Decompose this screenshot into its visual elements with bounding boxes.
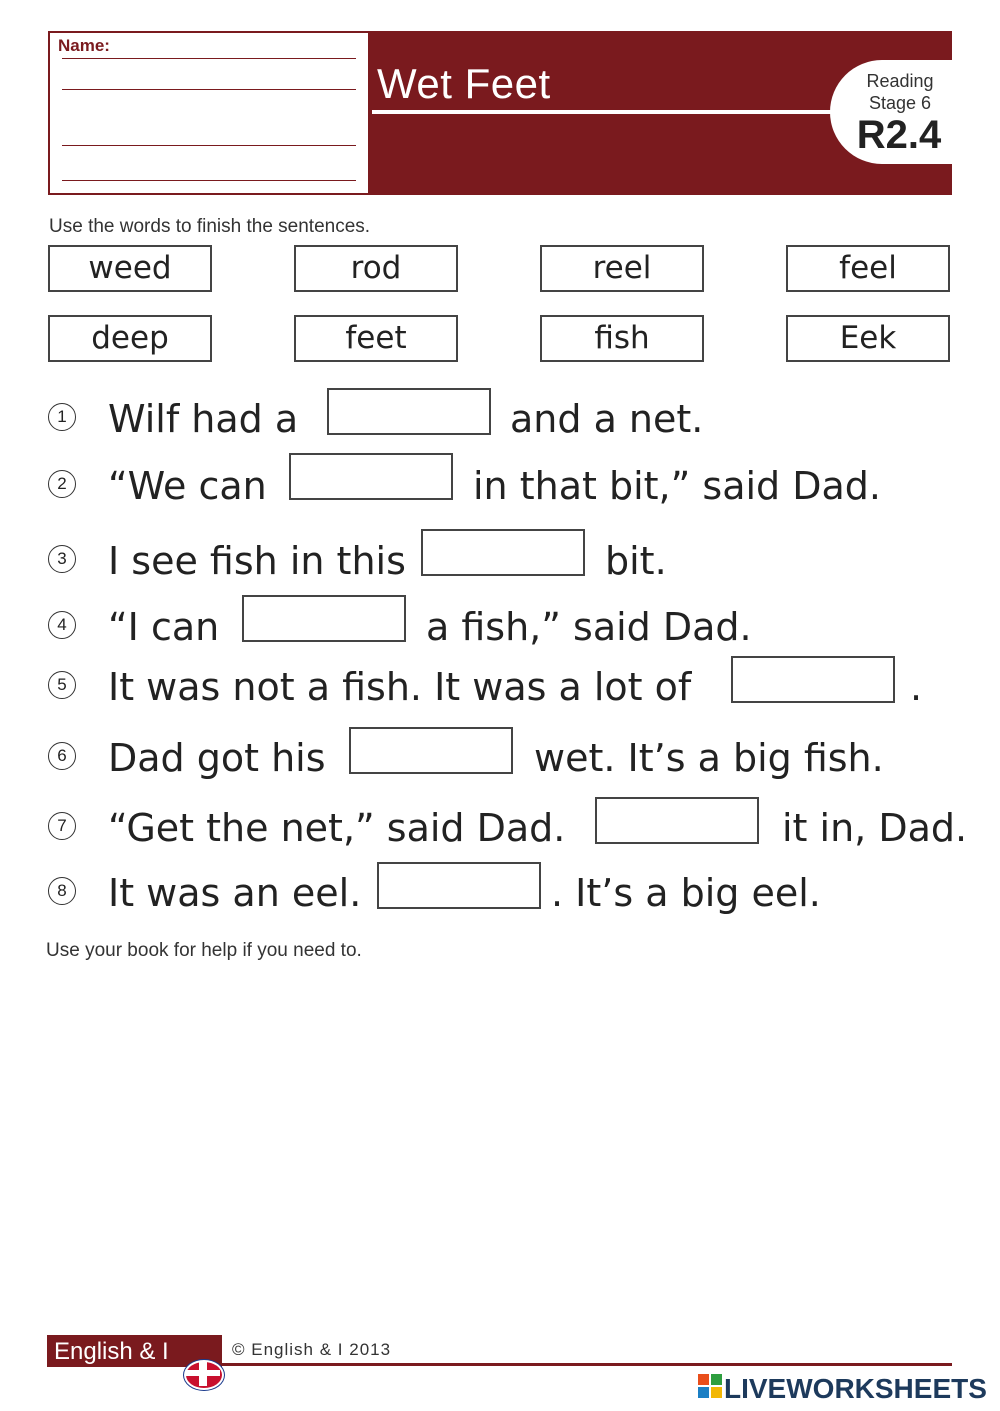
answer-blank[interactable] bbox=[731, 656, 895, 703]
sentence-text-before: “I can bbox=[108, 605, 220, 649]
sentence-number: 7 bbox=[48, 812, 76, 840]
sentence-text-before: Wilf had a bbox=[108, 397, 299, 441]
footer-rule bbox=[222, 1363, 952, 1366]
liveworksheets-logo-icon bbox=[698, 1374, 722, 1398]
sentence-text-before: It was not a fish. It was a lot of bbox=[108, 665, 692, 709]
sentence-number: 4 bbox=[48, 611, 76, 639]
sentence-text-after: and a net. bbox=[510, 397, 704, 441]
sentence-text-after: . bbox=[910, 665, 923, 709]
badge-stage: Stage 6 bbox=[868, 93, 932, 113]
name-line[interactable] bbox=[62, 89, 356, 90]
sentence-text-after: in that bit,” said Dad. bbox=[473, 464, 881, 508]
word-bank-item: feel bbox=[786, 245, 950, 292]
sentence-number: 1 bbox=[48, 403, 76, 431]
sentence-number: 5 bbox=[48, 671, 76, 699]
watermark: LIVEWORKSHEETS bbox=[724, 1373, 987, 1404]
badge-reading: Reading bbox=[866, 71, 934, 91]
sentence-text-after: a fish,” said Dad. bbox=[426, 605, 752, 649]
word-bank-item: deep bbox=[48, 315, 212, 362]
copyright: © English & I 2013 bbox=[232, 1340, 392, 1359]
name-label: Name: bbox=[58, 36, 110, 55]
answer-blank[interactable] bbox=[327, 388, 491, 435]
sentence-number: 6 bbox=[48, 742, 76, 770]
word-bank-item: feet bbox=[294, 315, 458, 362]
sentence-number: 3 bbox=[48, 545, 76, 573]
name-line bbox=[62, 180, 356, 181]
sentence-text-before: “Get the net,” said Dad. bbox=[108, 806, 566, 850]
word-bank-item: Eek bbox=[786, 315, 950, 362]
word-bank-item: fish bbox=[540, 315, 704, 362]
sentence-text-before: It was an eel. bbox=[108, 871, 362, 915]
badge-code: R2.4 bbox=[856, 113, 942, 157]
answer-blank[interactable] bbox=[242, 595, 406, 642]
word-bank-item: weed bbox=[48, 245, 212, 292]
sentence-text-after: bit. bbox=[605, 539, 667, 583]
sentence-text-before: Dad got his bbox=[108, 736, 326, 780]
sentence-number: 8 bbox=[48, 877, 76, 905]
footer-brand: English & I bbox=[54, 1338, 169, 1365]
sentence-text-after: wet. It’s a big fish. bbox=[534, 736, 884, 780]
word-bank-item: reel bbox=[540, 245, 704, 292]
name-line bbox=[62, 58, 356, 59]
answer-blank[interactable] bbox=[289, 453, 453, 500]
sentence-text-after: it in, Dad. bbox=[782, 806, 968, 850]
title-rule bbox=[372, 110, 872, 114]
flag-cross-icon bbox=[199, 1362, 207, 1386]
sentence-number: 2 bbox=[48, 470, 76, 498]
answer-blank[interactable] bbox=[595, 797, 759, 844]
answer-blank[interactable] bbox=[349, 727, 513, 774]
name-line[interactable] bbox=[62, 145, 356, 146]
sentence-text-before: “We can bbox=[108, 464, 267, 508]
instruction-top: Use the words to finish the sentences. bbox=[49, 216, 371, 237]
answer-blank[interactable] bbox=[377, 862, 541, 909]
page-title: Wet Feet bbox=[377, 60, 551, 107]
sentence-text-before: I see fish in this bbox=[108, 539, 406, 583]
instruction-bottom: Use your book for help if you need to. bbox=[46, 940, 362, 961]
sentence-text-after: . It’s a big eel. bbox=[551, 871, 821, 915]
word-bank-item: rod bbox=[294, 245, 458, 292]
answer-blank[interactable] bbox=[421, 529, 585, 576]
